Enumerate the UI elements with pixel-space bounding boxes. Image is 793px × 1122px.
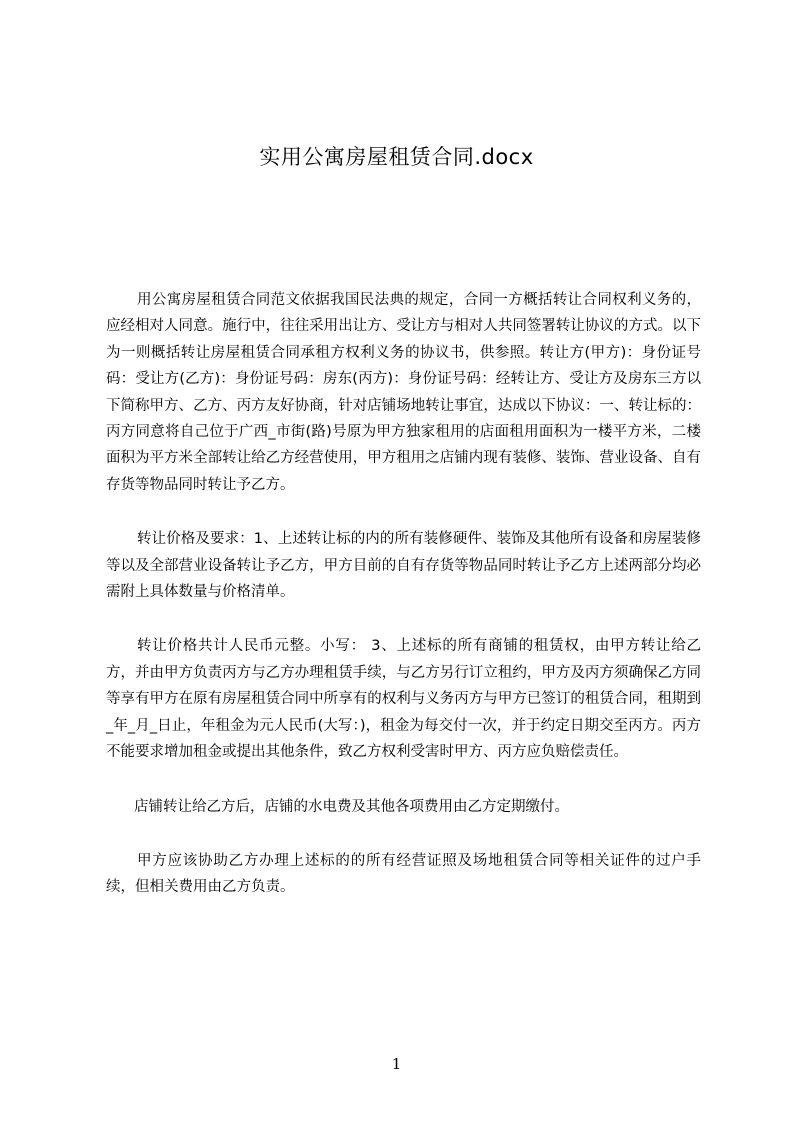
document-title: 实用公寓房屋租赁合同.docx — [259, 145, 534, 169]
paragraph-spacer — [106, 498, 701, 526]
paragraph-intro: 用公寓房屋租赁合同范文依据我国民法典的规定，合同一方概括转让合同权利义务的，应经相对人同意。施行中，往往采用出让方、受让方与相对人共同签署转让协议的方式。以下为一则概括转让房屋租赁合同承租方权利义务的协议书，供参照。转让方(甲方)：身份证号码：受让方(乙方)：身份证号码：房东(丙方)：身份证号码：经转让方、受让方及房东三方以下简称甲方、乙方、丙方友好协商，针对店铺场地转让事宜，达成以下协议：一、转让标的：丙方同意将自己位于广西_市街(路)号原为甲方独家租用的店面租用面积为一楼平方米，二楼面积为平方米全部转让给乙方经营使用，甲方租用之店铺内现有装修、装饰、营业设备、自有存货等物品同时转让予乙方。 — [106, 292, 701, 493]
paragraph-utilities: 店铺转让给乙方后，店铺的水电费及其他各项费用由乙方定期缴付。 — [134, 798, 569, 815]
paragraph-spacer — [106, 766, 701, 794]
paragraph-price-total: 转让价格共计人民币元整。小写： 3、上述标的所有商铺的租赁权，由甲方转让给乙方，并由甲方负责丙方与乙方办理租赁手续，与乙方另行订立租约，甲方及丙方须确保乙方同等享有甲方在原有房屋租赁合同中所享有的权利与义务丙方与甲方已签订的租赁合同，租期到_年_月_日止，年租金为元人民币(大写：)，租金为每交付一次，并于约定日期交至丙方。丙方不能要求增加租金或提出其他条件，致乙方权利受害时甲方、丙方应负赔偿责任。 — [106, 638, 701, 761]
document-body — [106, 287, 701, 901]
paragraph-spacer — [106, 605, 701, 633]
paragraph-spacer — [106, 820, 701, 848]
paragraph-price-requirements: 转让价格及要求：1、上述转让标的内的所有装修硬件、装饰及其他所有设备和房屋装修等以及全部营业设备转让予乙方，甲方目前的自有存货等物品同时转让予乙方上述两部分均必需附上具体数量与价格清单。 — [106, 531, 701, 601]
paragraph-license-transfer: 甲方应该协助乙方办理上述标的的所有经营证照及场地租赁合同等相关证件的过户手续，但相关费用由乙方负责。 — [106, 852, 701, 896]
page-number: 1 — [391, 1055, 402, 1073]
